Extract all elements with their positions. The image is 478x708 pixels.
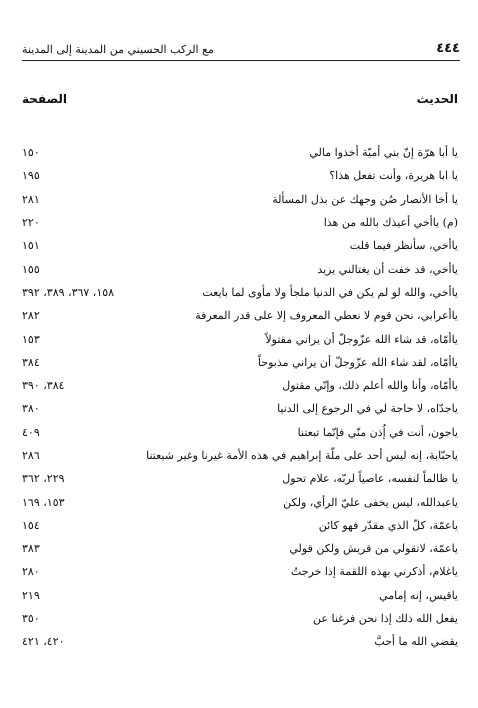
hadith-text: ياعبدالله، ليس يخفى عليّ الرأي، ولكن xyxy=(283,495,458,509)
hadith-text: يا أخا الأنصار صُن وجهك عن بذل المسألة xyxy=(272,192,458,206)
page-reference: ١٥٨، ٣٦٧، ٣٨٩، ٣٩٢ xyxy=(22,285,115,299)
hadith-text: ياأمّاه، لقد شاء الله عزّوجلّ أن يراني مذبوحاً xyxy=(257,355,458,369)
hadith-text: ياأمّاه، وأنا والله أعلم ذلك، وإنّي مقتول xyxy=(282,379,458,393)
column-headers xyxy=(22,92,458,106)
page-reference: ٢٨٠ xyxy=(22,565,40,579)
index-row xyxy=(22,397,458,420)
page-reference: ١٥٠ xyxy=(22,146,40,160)
running-title: مع الركب الحسيني من المدينة إلى المدينة xyxy=(22,43,214,56)
hadith-text: ياجون، أنت في إُذن منّي فإنّما تبعتنا xyxy=(297,425,458,439)
page-reference: ١٩٥ xyxy=(22,169,40,183)
page-reference: ١٥١ xyxy=(22,239,40,253)
index-row xyxy=(22,234,458,257)
hadith-text: ياغلام، أذكرني بهذه اللقمة إذا خرجتُ xyxy=(290,565,458,579)
hadith-text: ياأخي، سأنظر فيما قلت xyxy=(349,239,458,253)
index-row xyxy=(22,630,458,653)
index-row xyxy=(22,351,458,374)
index-row xyxy=(22,141,458,164)
index-row xyxy=(22,164,458,187)
page-reference: ٤٢٠، ٤٢١ xyxy=(22,635,65,649)
running-header xyxy=(22,36,460,56)
hadith-text: ياعمّة، لاتقولي من قريش ولكن قولي xyxy=(289,542,458,556)
page-reference: ١٥٣ xyxy=(22,332,40,346)
hadith-text: ياقيس، إنه إمامي xyxy=(379,588,458,602)
page-reference: ٢٨٦ xyxy=(22,449,40,462)
hadith-text: يا أبا هرّة إنّ بني أميّة أخذوا مالي xyxy=(309,146,458,160)
index-row xyxy=(22,444,458,467)
hadith-text: يفعل الله ذلك إذا نحن فرغنا عن xyxy=(313,612,458,626)
index-row xyxy=(22,188,458,211)
page-reference: ٣٨٠ xyxy=(22,402,40,416)
index-row xyxy=(22,304,458,327)
hadith-text: ياحبّابة، إنه ليس أحد على ملّة إبراهيم في هذه الأمة غيرنا وغير شيعتنا xyxy=(146,449,458,462)
hadith-text: ياجدّاه، لا حاجة لي في الرجوع إلى الدنيا xyxy=(277,402,458,416)
page-reference: ٣٨٤ xyxy=(22,355,40,369)
page-reference: ١٥٥ xyxy=(22,262,40,276)
index-row xyxy=(22,537,458,560)
hadith-text: ياأعرابي، نحن قوم لا نعطي المعروف إلا على قدر المعرفة xyxy=(195,309,458,323)
page-reference: ٣٥٠ xyxy=(22,612,40,626)
index-row xyxy=(22,514,458,537)
page-reference: ١٥٣، ١٦٩ xyxy=(22,495,65,509)
page-reference: ٢٨٢ xyxy=(22,309,40,323)
index-row xyxy=(22,211,458,234)
page-reference: ٢١٩ xyxy=(22,588,40,602)
hadith-text: ياأخي، قد خفت أن يغتالني يزيد xyxy=(317,262,458,276)
index-row xyxy=(22,281,458,304)
page-reference: ٤٠٩ xyxy=(22,425,40,439)
hadith-text: ياعمّة، كلّ الذي مقدّر فهو كائن xyxy=(318,518,458,532)
page-reference: ١٥٤ xyxy=(22,518,40,532)
page-reference: ٢٨١ xyxy=(22,192,40,206)
index-list xyxy=(22,141,458,654)
page-reference: ٣٨٣ xyxy=(22,542,40,556)
page-reference: ٢٢٩، ٣٦٢ xyxy=(22,472,65,486)
index-row xyxy=(22,607,458,630)
index-row xyxy=(22,560,458,583)
index-row xyxy=(22,584,458,607)
hadith-text: يا ظالماً لنفسه، عاصياً لربّه، علام تحول xyxy=(282,472,458,486)
column-header-page: الصفحة xyxy=(22,92,68,106)
page-number: ٤٤٤ xyxy=(436,41,460,56)
page-reference: ٢٢٠ xyxy=(22,216,40,230)
page-reference: ٣٨٤، ٣٩٠ xyxy=(22,379,65,393)
index-row xyxy=(22,490,458,513)
index-row xyxy=(22,257,458,280)
header-rule xyxy=(22,60,460,61)
column-header-hadith: الحديث xyxy=(416,92,458,106)
index-row xyxy=(22,374,458,397)
hadith-text: يقضي الله ما أحبَّ xyxy=(374,635,458,649)
index-row xyxy=(22,467,458,490)
hadith-text: ياأخي، والله لو لم يكن في الدنيا ملجأ ولا مأوى لما بايعت xyxy=(202,285,458,299)
index-row xyxy=(22,421,458,444)
index-row xyxy=(22,327,458,350)
hadith-text: ياأمّاه، قد شاء الله عزّوجلّ أن يراني مقتولاً xyxy=(265,332,458,346)
hadith-text: (م) ياأخي أعيذك بالله من هذا xyxy=(323,216,458,230)
hadith-text: يا ابا هريرة، وأنت تفعل هذا؟ xyxy=(329,169,458,183)
